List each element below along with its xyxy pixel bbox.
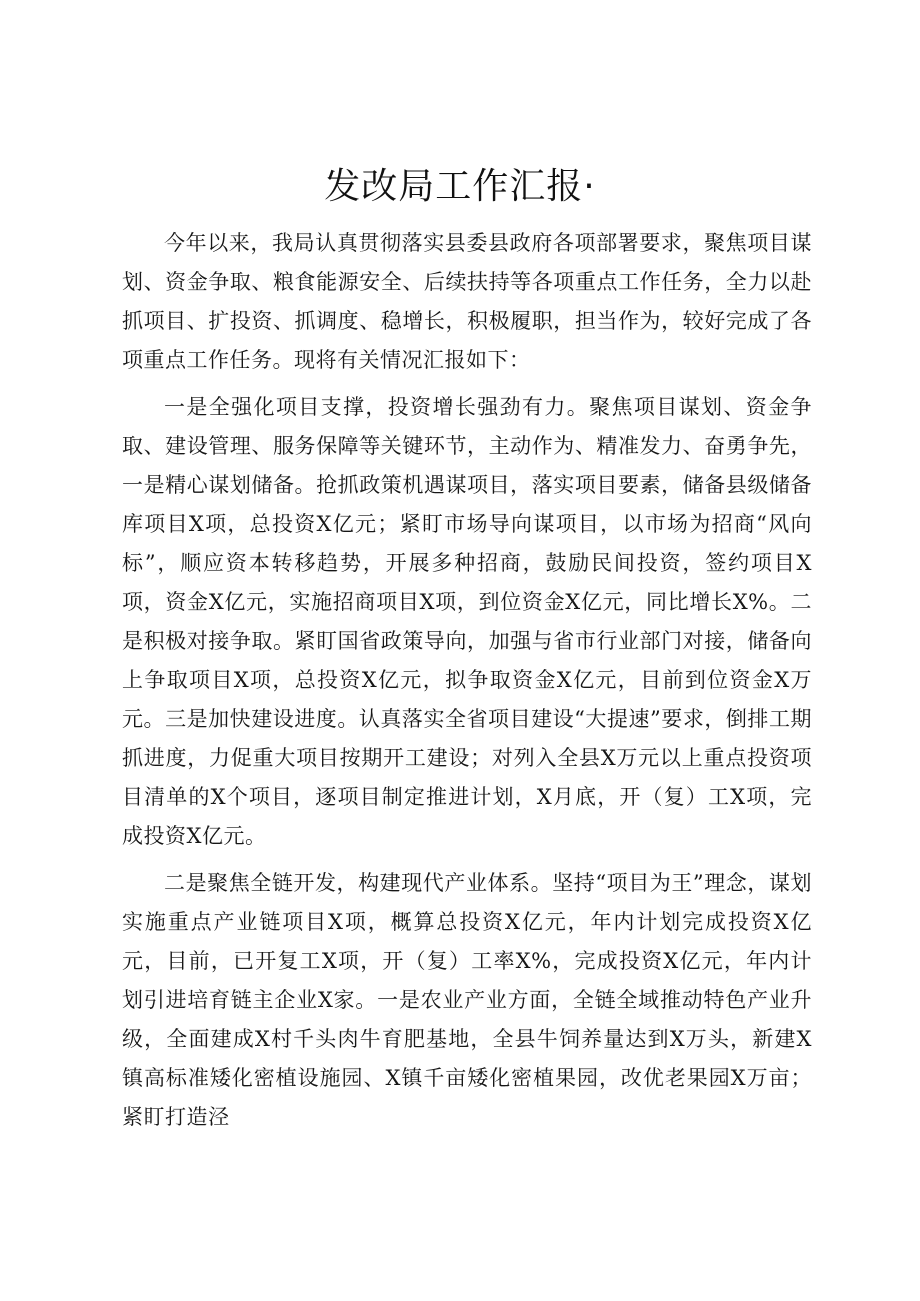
intro-paragraph: 今年以来，我局认真贯彻落实县委县政府各项部署要求，聚焦项目谋划、资金争取、粮食能源安全、后续扶持等各项重点工作任务，全力以赴抓项目、扩投资、抓调度、稳增长，积极履职，担当作为，较好完成了各项重点工作任务。现将有关情况汇报如下： <box>122 231 812 372</box>
document-title: 发改局工作汇报· <box>324 166 596 207</box>
document-body <box>122 224 812 1145</box>
section-two-paragraph: 二是聚焦全链开发，构建现代产业体系。坚持“项目为王”理念，谋划实施重点产业链项目X项，概算总投资X亿元，年内计划完成投资X亿元，目前，已开复工X项，开（复）工率X%，完成投资X亿元，年内计划引进培育链主企业X家。一是农业产业方面，全链全域推动特色产业升级，全面建成X村千头肉牛育肥基地，全县牛饲养量达到X万头，新建X镇高标准矮化密植设施园、X镇千亩矮化密植果园，改优老果园X万亩；紧盯打造泾 <box>122 871 812 1129</box>
section-one-paragraph: 一是全强化项目支撑，投资增长强劲有力。聚焦项目谋划、资金争取、建设管理、服务保障等关键环节，主动作为、精准发力、奋勇争先，一是精心谋划储备。抢抓政策机遇谋项目，落实项目要素，储备县级储备库项目X项，总投资X亿元；紧盯市场导向谋项目，以市场为招商“风向标”，顺应资本转移趋势，开展多种招商，鼓励民间投资，签约项目X项，资金X亿元，实施招商项目X项，到位资金X亿元，同比增长X%。二是积极对接争取。紧盯国省政策导向，加强与省市行业部门对接，储备向上争取项目X项，总投资X亿元，拟争取资金X亿元，目前到位资金X万元。三是加快建设进度。认真落实全省项目建设“大提速”要求，倒排工期抓进度，力促重大项目按期开工建设；对列入全县X万元以上重点投资项目清单的X个项目，逐项目制定推进计划，X月底，开（复）工X项，完成投资X亿元。 <box>122 395 812 848</box>
